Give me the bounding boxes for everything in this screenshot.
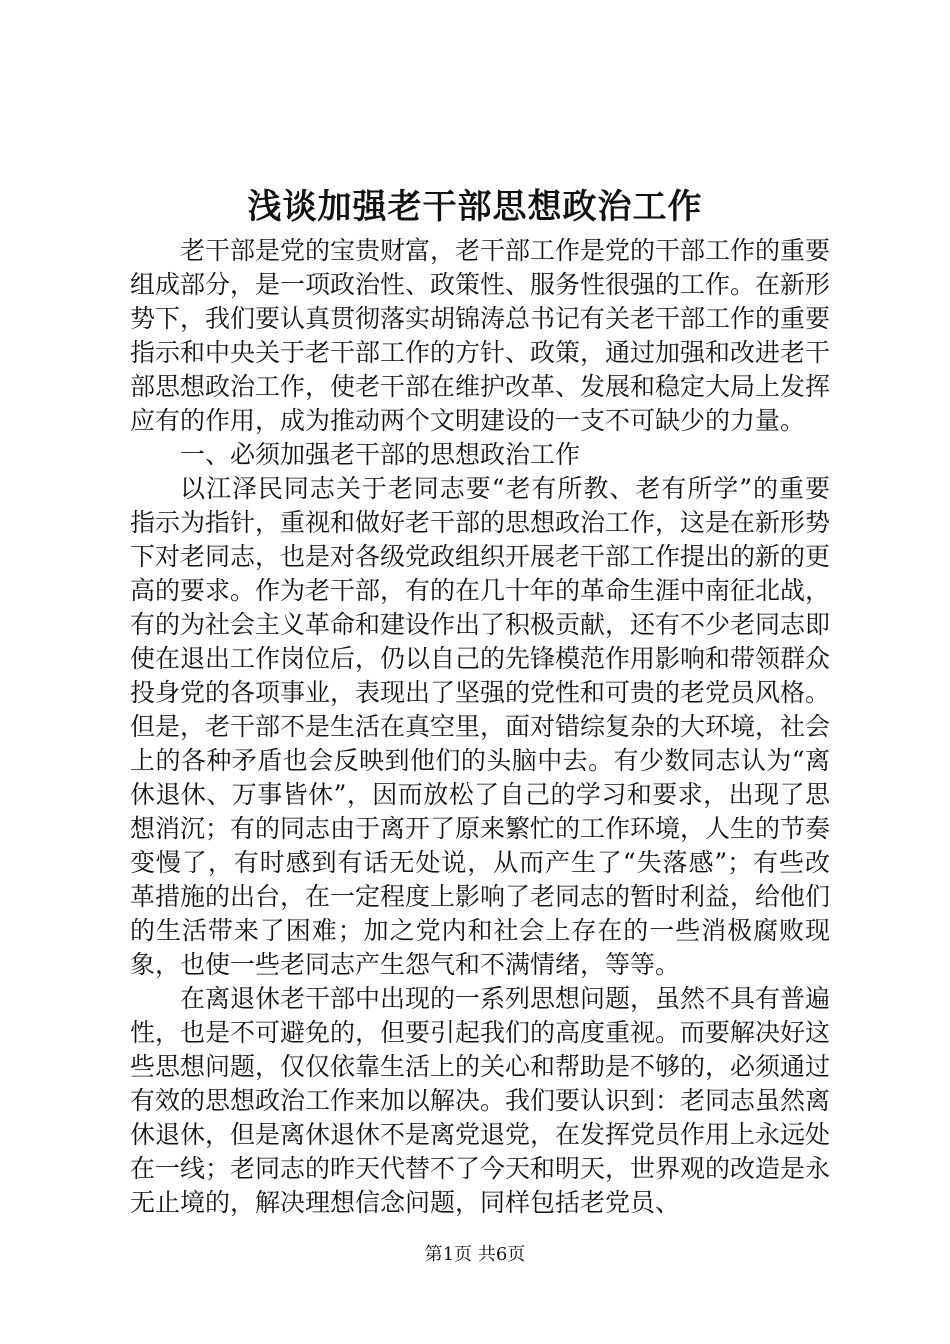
paragraph-section-1-continued: 在离退休老干部中出现的一系列思想问题，虽然不具有普遍性，也是不可避免的，但要引起我们的高度重视。而要解决好这些思想问题，仅仅依靠生活上的关心和帮助是不够的，必须通过有效的思想政治工作来加以解决。我们要认识到：老同志虽然离休退休，但是离休退休不是离党退党，在发挥党员作用上永远处在一线；老同志的昨天代替不了今天和明天，世界观的改造是永无止境的，解决理想信念问题，同样包括老党员、 (130, 984, 831, 1217)
document-title: 浅谈加强老干部思想政治工作 (247, 187, 703, 227)
page-footer: 第1页 共6页 (424, 1244, 526, 1265)
document-body (130, 234, 830, 1220)
section-heading-1: 一、必须加强老干部的思想政治工作 (180, 440, 581, 469)
paragraph-section-1: 以江泽民同志关于老同志要“老有所教、老有所学”的重要指示为指针，重视和做好老干部的思想政治工作，这是在新形势下对老同志，也是对各级党政组织开展老干部工作提出的新的更高的要求。作为老干部，有的在几十年的革命生涯中南征北战，有的为社会主义革命和建设作出了积极贡献，还有不少老同志即使在退出工作岗位后，仍以自己的先锋模范作用影响和带领群众投身党的各项事业，表现出了坚强的党性和可贵的老党员风格。但是，老干部不是生活在真空里，面对错综复杂的大环境，社会上的各种矛盾也会反映到他们的头脑中去。有少数同志认为“离休退休、万事皆休”，因而放松了自己的学习和要求，出现了思想消沉；有的同志由于离开了原来繁忙的工作环境，人生的节奏变慢了，有时感到有话无处说，从而产生了“失落感”；有些改革措施的出台，在一定程度上影响了老同志的暂时利益，给他们的生活带来了困难；加之党内和社会上存在的一些消极腐败现象，也使一些老同志产生怨气和不满情绪，等等。 (130, 474, 831, 979)
paragraph-intro: 老干部是党的宝贵财富，老干部工作是党的干部工作的重要组成部分，是一项政治性、政策性、服务性很强的工作。在新形势下，我们要认真贯彻落实胡锦涛总书记有关老干部工作的重要指示和中央关于老干部工作的方针、政策，通过加强和改进老干部思想政治工作，使老干部在维护改革、发展和稳定大局上发挥应有的作用，成为推动两个文明建设的一支不可缺少的力量。 (130, 236, 831, 435)
